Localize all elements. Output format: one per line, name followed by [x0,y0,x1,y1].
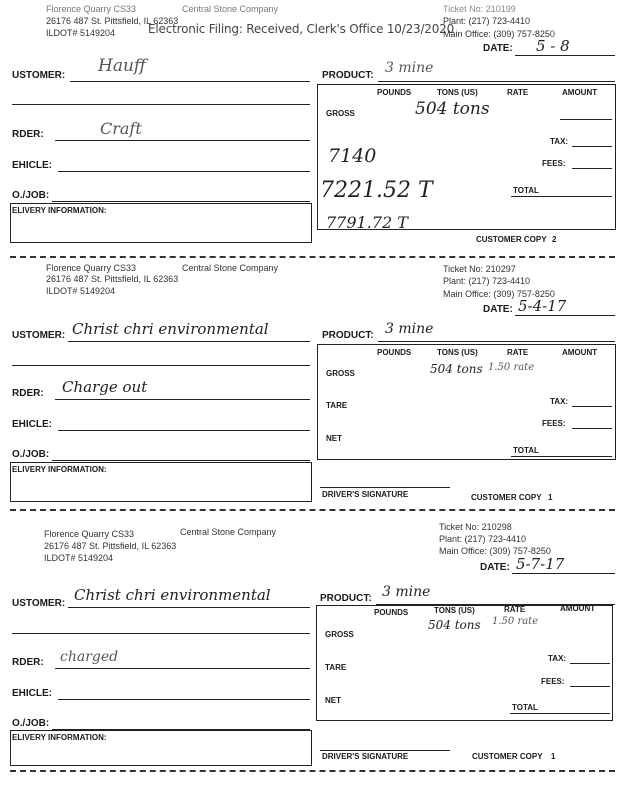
delivery-box [10,730,312,766]
tare-label: TARE [325,663,347,672]
copy-number: 2 [552,235,557,244]
ticket-number: Ticket No: 210297 [443,264,516,274]
rate-note: 1.50 rate [488,362,535,373]
ildot-number: ILDOT# 5149204 [46,286,116,296]
pounds-header: POUNDS [377,348,412,357]
order-value: Craft [100,119,142,138]
net-label: NET [326,434,342,443]
rate-header: RATE [504,605,526,614]
tax-label: TAX: [548,654,567,663]
product-label: PRODUCT: [322,70,374,81]
customer-copy-label: CUSTOMER COPY [471,493,542,502]
company-address: 26176 487 St. Pittsfield, IL 62363 [46,274,179,284]
product-value: 3 mine [385,60,434,76]
product-label: PRODUCT: [322,330,374,341]
tons-header: TONS (US) [437,88,478,97]
date-value: 5 - 8 [536,37,570,55]
date-value: 5-7-17 [516,555,565,573]
total-label: TOTAL [512,703,538,712]
product-label: PRODUCT: [320,593,372,604]
customer-label: USTOMER: [12,598,66,609]
plant-phone: Plant: (217) 723-4410 [439,534,527,544]
order-value: charged [60,649,119,665]
amount-header: AMOUNT [562,88,598,97]
net-label: NET [325,696,341,705]
total-label: TOTAL [513,186,539,195]
vehicle-label: EHICLE: [12,688,52,699]
fees-label: FEES: [541,677,565,686]
driver-signature-label: DRIVER'S SIGNATURE [322,490,409,499]
fees-label: FEES: [542,159,566,168]
pounds-header: POUNDS [374,608,409,617]
total-label: TOTAL [513,446,539,455]
stone-company: Central Stone Company [182,263,279,273]
order-label: RDER: [12,129,44,140]
copy-number: 1 [551,752,556,761]
fees-label: FEES: [542,419,566,428]
product-value: 3 mine [385,321,434,337]
tons-header: TONS (US) [437,348,478,357]
vehicle-label: EHICLE: [12,160,52,171]
rate-header: RATE [507,88,529,97]
tons-entry: 504 tons [415,99,490,119]
delivery-label: ELIVERY INFORMATION: [12,206,107,215]
customer-label: USTOMER: [12,70,66,81]
company-name: Florence Quarry CS33 [46,263,137,273]
product-value: 3 mine [382,584,431,600]
job-label: O./JOB: [12,190,50,201]
delivery-label: ELIVERY INFORMATION: [12,733,107,742]
tare-label: TARE [326,401,348,410]
tax-label: TAX: [550,397,569,406]
amount-header: AMOUNT [560,604,596,613]
date-label: DATE: [483,304,513,315]
filing-banner: Electronic Filing: Received, Clerk's Office 10/23/2020 [148,22,455,36]
delivery-box [10,462,312,502]
customer-value: Christ chri environmental [72,320,269,338]
customer-copy-label: CUSTOMER COPY [472,752,543,761]
job-label: O./JOB: [12,718,50,729]
net-note: 7791.72 T [326,213,408,232]
main-office-phone: Main Office: (309) 757-8250 [439,546,551,556]
customer-value: Christ chri environmental [74,586,271,604]
delivery-label: ELIVERY INFORMATION: [12,465,107,474]
copy-number: 1 [548,493,553,502]
plant-phone: Plant: (217) 723-4410 [443,276,531,286]
customer-value: Hauff [98,56,146,76]
gross-label: GROSS [326,109,355,118]
gross-note: 7221.52 T [320,178,433,203]
ildot-number: ILDOT# 5149204 [46,28,116,38]
customer-label: USTOMER: [12,330,66,341]
main-office-phone: Main Office: (309) 757-8250 [443,29,555,39]
rate-note: 1.50 rate [492,616,539,627]
tons-entry: 504 tons [428,618,481,632]
ticket-number: Ticket No: 210298 [439,522,512,532]
driver-signature-label: DRIVER'S SIGNATURE [322,752,409,761]
tear-line [10,770,615,772]
company-name: Florence Quarry CS33 [46,4,137,14]
tons-entry: 504 tons [430,362,483,376]
order-value: Charge out [62,378,148,396]
main-office-phone: Main Office: (309) 757-8250 [443,289,555,299]
company-address: 26176 487 St. Pittsfield, IL 62363 [46,16,179,26]
date-value: 5-4-17 [518,297,567,315]
tax-label: TAX: [550,137,569,146]
stone-company: Central Stone Company [182,4,279,14]
order-label: RDER: [12,388,44,399]
tear-line [10,509,615,511]
date-label: DATE: [483,43,513,54]
tons-header: TONS (US) [434,606,475,615]
ticket-number: Ticket No: 210199 [443,4,516,14]
customer-copy-label: CUSTOMER COPY [476,235,547,244]
gross-label: GROSS [325,630,354,639]
date-label: DATE: [480,562,510,573]
company-name: Florence Quarry CS33 [44,529,135,539]
stone-company: Central Stone Company [180,527,277,537]
order-label: RDER: [12,657,44,668]
vehicle-note: 7140 [328,145,377,167]
gross-label: GROSS [326,369,355,378]
ildot-number: ILDOT# 5149204 [44,553,114,563]
vehicle-label: EHICLE: [12,419,52,430]
amount-header: AMOUNT [562,348,598,357]
job-label: O./JOB: [12,449,50,460]
tear-line [10,256,615,258]
company-address: 26176 487 St. Pittsfield, IL 62363 [44,541,177,551]
rate-header: RATE [507,348,529,357]
pounds-header: POUNDS [377,88,412,97]
plant-phone: Plant: (217) 723-4410 [443,16,531,26]
delivery-box [10,203,312,243]
